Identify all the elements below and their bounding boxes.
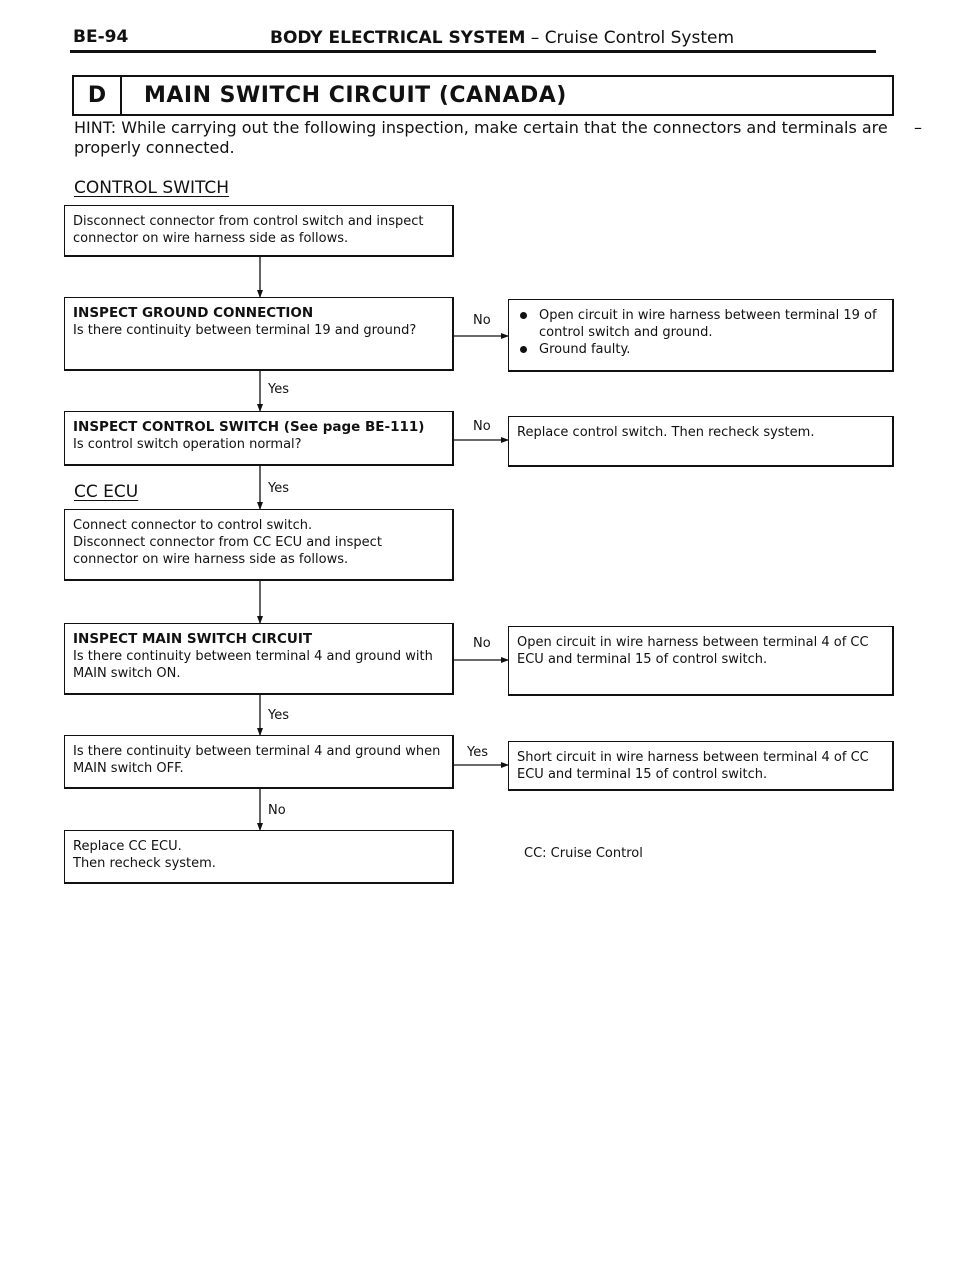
step2-no-list xyxy=(517,307,884,358)
label-yes-step6: Yes xyxy=(467,745,488,760)
header-separator: – xyxy=(525,28,545,48)
label-no-step6: No xyxy=(268,803,286,818)
label-yes-step3: Yes xyxy=(268,481,289,496)
step6-yes-box xyxy=(508,741,894,791)
label-no-step5: No xyxy=(473,636,491,651)
label-yes-step2: Yes xyxy=(268,382,289,397)
step7-line1: Replace CC ECU. xyxy=(73,839,182,854)
step5-no-text: Open circuit in wire harness between terminal 4 of CC ECU and terminal 15 of control switch. xyxy=(517,635,869,667)
step6-question: Is there continuity between terminal 4 and ground when MAIN switch OFF. xyxy=(73,744,441,776)
step5-box xyxy=(64,623,454,695)
label-yes-step5: Yes xyxy=(268,708,289,723)
step2-title: INSPECT GROUND CONNECTION xyxy=(73,305,314,321)
step5-question: Is there continuity between terminal 4 and ground with MAIN switch ON. xyxy=(73,649,433,681)
step3-title: INSPECT CONTROL SWITCH (See page BE-111) xyxy=(73,419,425,435)
step7-box xyxy=(64,830,454,884)
step6-yes-text: Short circuit in wire harness between terminal 4 of CC ECU and terminal 15 of control switch. xyxy=(517,750,869,782)
step3-question: Is control switch operation normal? xyxy=(73,437,302,452)
page-id: BE-94 xyxy=(73,27,129,47)
step4-box xyxy=(64,509,454,581)
section-name: BODY ELECTRICAL SYSTEM xyxy=(270,28,526,48)
label-no-step3: No xyxy=(473,419,491,434)
step6-box xyxy=(64,735,454,789)
footnote: CC: Cruise Control xyxy=(524,846,643,861)
step1-text: Disconnect connector from control switch and inspect connector on wire harness side as follows. xyxy=(73,214,424,246)
step3-box xyxy=(64,411,454,466)
step3-no-box xyxy=(508,416,894,467)
step4-line2: Disconnect connector from CC ECU and inspect connector on wire harness side as follows. xyxy=(73,535,382,567)
step2-no-box xyxy=(508,299,894,372)
step5-no-box xyxy=(508,626,894,696)
step2-box xyxy=(64,297,454,371)
subsection-name: Cruise Control System xyxy=(544,28,735,48)
subheading-control-switch: CONTROL SWITCH xyxy=(74,178,230,198)
hint-text: HINT: While carrying out the following inspection, make certain that the connectors and terminals are properly connected. xyxy=(74,118,888,157)
step4-line1: Connect connector to control switch. xyxy=(73,518,313,533)
step5-title: INSPECT MAIN SWITCH CIRCUIT xyxy=(73,631,313,647)
list-item: Open circuit in wire harness between terminal 19 of control switch and ground. xyxy=(517,307,884,341)
section-letter: D xyxy=(74,77,122,114)
hint-dash: – xyxy=(914,118,922,137)
step3-no-text: Replace control switch. Then recheck system. xyxy=(517,425,815,440)
list-item: Ground faulty. xyxy=(517,341,884,358)
subheading-cc-ecu: CC ECU xyxy=(74,482,139,502)
section-title: MAIN SWITCH CIRCUIT (CANADA) xyxy=(144,83,567,108)
step7-line2: Then recheck system. xyxy=(73,856,216,871)
step1-box xyxy=(64,205,454,257)
step2-question: Is there continuity between terminal 19 and ground? xyxy=(73,323,417,338)
label-no-step2: No xyxy=(473,313,491,328)
